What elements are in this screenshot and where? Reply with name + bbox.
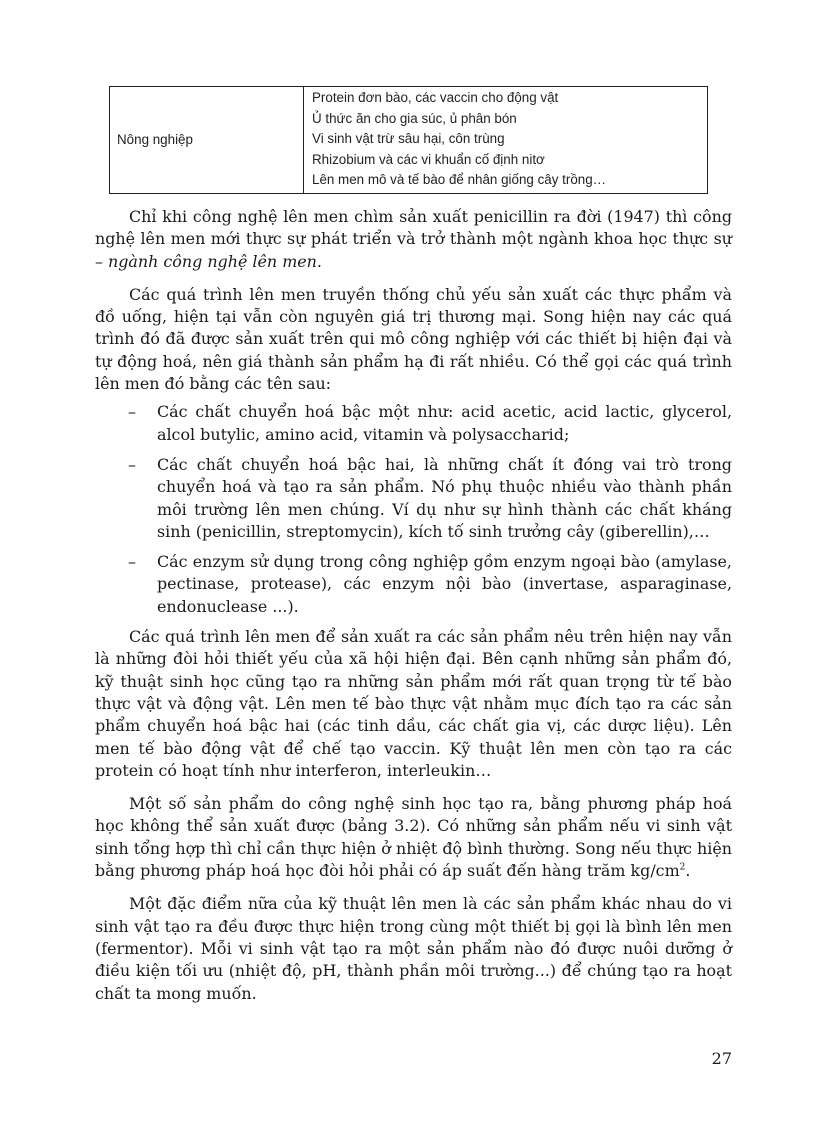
page-number: 27	[711, 1049, 732, 1068]
list-item: – Các chất chuyển hoá bậc một như: acid acetic, acid lactic, glycerol, alcol butylic, amino acid, vitamin và polysaccharid;	[157, 401, 732, 446]
table-item: Lên men mô và tế bào để nhân giống cây trồng…	[312, 172, 607, 188]
paragraph-4-text: Một số sản phẩm do công nghệ sinh học tạo ra, bằng phương pháp hoá học không thể sản xuất được (bảng 3.2). Có những sản phẩm nếu vi sinh vật sinh tổng hợp thì chỉ cần thực hiện ở nhiệt độ bình thường. Song nếu thực hiện bằng phương pháp hoá học đòi hỏi phải có áp suất đến hàng trăm kg/cm	[95, 794, 732, 881]
applications-table	[109, 86, 708, 194]
paragraph-4	[95, 793, 732, 882]
paragraph-1-text: Chỉ khi công nghệ lên men chìm sản xuất penicillin ra đời (1947) thì công nghệ lên men mới thực sự phát triển và trở thành một ngành khoa học thực sự	[95, 207, 732, 249]
list-item: – Các enzym sử dụng trong công nghiệp gồm enzym ngoại bào (amylase, pectinase, protease), các enzym nội bào (invertase, asparaginase, endonuclease ...).	[157, 551, 732, 618]
list-item: – Các chất chuyển hoá bậc hai, là những chất ít đóng vai trò trong chuyển hoá và tạo ra sản phẩm. Nó phụ thuộc nhiều vào thành phần môi trường lên men chúng. Ví dụ như sự hình thành các chất kháng sinh (penicillin, streptomycin), kích tố sinh trưởng cây (giberellin),…	[157, 454, 732, 543]
table-item: Rhizobium và các vi khuẩn cố định nitơ	[312, 151, 545, 167]
table-field-cell: Nông nghiệp	[110, 87, 304, 194]
table-row	[110, 87, 708, 194]
body-text	[95, 206, 732, 1016]
paragraph-1-emphasis: – ngành công nghệ lên men.	[95, 251, 322, 271]
table-item: Ủ thức ăn cho gia súc, ủ phân bón	[312, 110, 517, 126]
superscript: 2	[679, 862, 686, 873]
bullet-list	[95, 401, 732, 618]
paragraph-5: Một đặc điểm nữa của kỹ thuật lên men là các sản phẩm khác nhau do vi sinh vật tạo ra đều được thực hiện trong cùng một thiết bị gọi là bình lên men (fermentor). Mỗi vi sinh vật tạo ra một sản phẩm nào đó được nuôi dưỡng ở điều kiện tối ưu (nhiệt độ, pH, thành phần môi trường...) để chúng tạo ra hoạt chất ta mong muốn.	[95, 894, 732, 1003]
table-item: Vi sinh vật trừ sâu hại, côn trùng	[312, 131, 505, 147]
paragraph-1	[95, 206, 732, 273]
table-items-cell	[304, 87, 708, 194]
paragraph-3: Các quá trình lên men để sản xuất ra các sản phẩm nêu trên hiện nay vẫn là những đòi hỏi thiết yếu của xã hội hiện đại. Bên cạnh những sản phẩm đó, kỹ thuật sinh học cũng tạo ra những sản phẩm mới rất quan trọng từ tế bào thực vật và động vật. Lên men tế bào thực vật nhằm mục đích tạo ra các sản phẩm chuyển hoá bậc hai (các tinh dầu, các chất gia vị, các dược liệu). Lên men tế bào động vật để chế tạo vaccin. Kỹ thuật lên men còn tạo ra các protein có hoạt tính như interferon, interleukin…	[95, 627, 732, 780]
paragraph-4-end: .	[685, 861, 691, 881]
table-item: Protein đơn bào, các vaccin cho động vật	[312, 90, 559, 105]
paragraph-2: Các quá trình lên men truyền thống chủ yếu sản xuất các thực phẩm và đồ uống, hiện tại vẫn còn nguyên giá trị thương mại. Song hiện nay các quá trình đó đã được sản xuất trên qui mô công nghiệp với các thiết bị hiện đại và tự động hoá, nên giá thành sản phẩm hạ đi rất nhiều. Có thể gọi các quá trình lên men đó bằng các tên sau:	[95, 284, 732, 394]
